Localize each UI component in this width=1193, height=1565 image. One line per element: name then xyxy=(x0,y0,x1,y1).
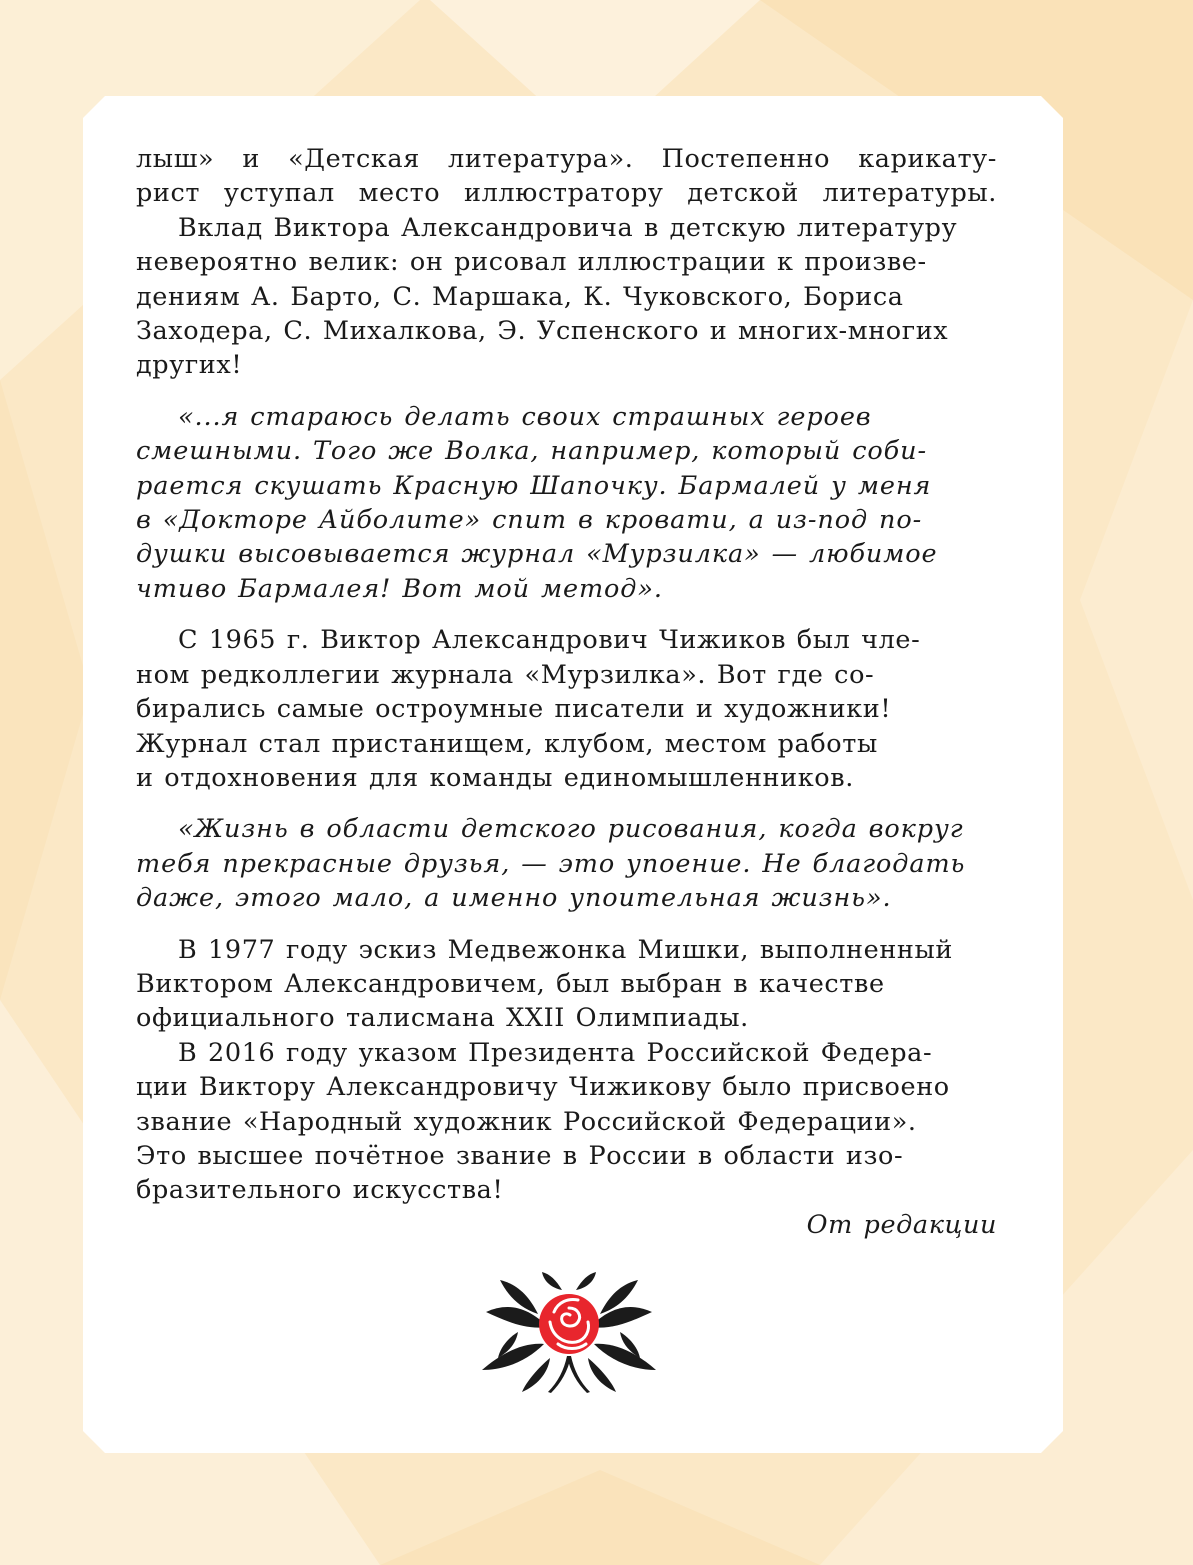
article-body xyxy=(136,142,997,1242)
paragraph-award: В 2016 году указом Президента Российской Федера- ции Виктору Александровичу Чижикову было присвоено звание «Народный художник Российской Федерации». Это высшее почётное звание в России в области изо- бразительного искусства! xyxy=(136,1037,950,1206)
quote-life: «Жизнь в области детского рисования, когда вокруг тебя прекрасные друзья, — это упоение. Не благодать даже, этого мало, а именно упоительная жизнь». xyxy=(136,814,966,914)
editorial-signature: От редакции xyxy=(806,1209,997,1240)
paragraph-murzilka: С 1965 г. Виктор Александрович Чижиков был чле- ном редколлегии журнала «Мурзилка». Вот где со- бирались самые остроумные писатели и художники! Журнал стал пристанищем, клубом, местом работы и отдохновения для команды единомышленников. xyxy=(136,625,921,793)
paragraph-olympics: В 1977 году эскиз Медвежонка Мишки, выполненный Виктором Александровичем, был выбран в качестве официального талисмана XXII Олимпиады. xyxy=(136,934,954,1034)
paragraph-contribution: Вклад Виктора Александровича в детскую литературу невероятно велик: он рисовал иллюстрации к произве- дениям А. Барто, С. Маршака, К. Чуковского, Бориса Заходера, С. Михалкова, Э. Успенского и многих-многих других! xyxy=(136,212,958,381)
rose-icon xyxy=(478,1272,660,1394)
paragraph-continuation: лыш» и «Детская литература». Постепенно карикату- рист уступал место иллюстратору детской литературы. xyxy=(136,144,997,209)
quote-method: «...я стараюсь делать своих страшных героев смешными. Того же Волка, например, который соби- рается скушать Красную Шапочку. Бармалей у меня в «Докторе Айболите» спит в кровати, а из-под по- душки высовывается журнал «Мурзилка» — любимое чтиво Бармалея! Вот мой метод». xyxy=(136,401,938,604)
